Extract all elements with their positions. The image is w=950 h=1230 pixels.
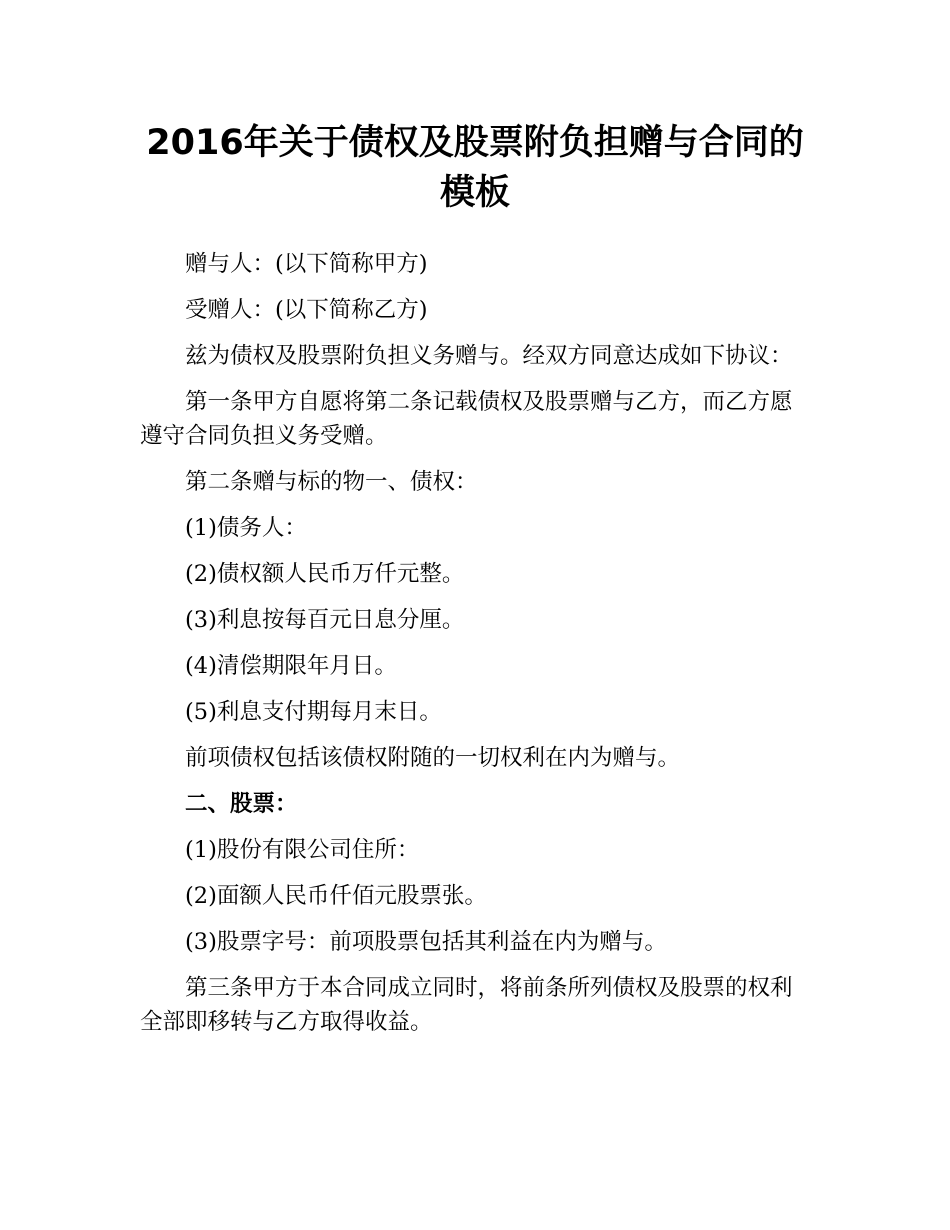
paragraph-debt-note: 前项债权包括该债权附随的一切权利在内为赠与。 [185, 745, 681, 771]
section-heading-stocks: 二、股票： [185, 791, 298, 817]
paragraph-debt-item-1: (1)债务人： [185, 515, 307, 541]
paragraph-stock-item-3: (3)股票字号：前项股票包括其利益在内为赠与。 [185, 929, 667, 955]
paragraph-donor: 赠与人：(以下简称甲方) [185, 251, 428, 277]
paragraph-stock-item-1: (1)股份有限公司住所： [185, 837, 420, 863]
document-title: 2016年关于债权及股票附负担赠与合同的模板 [146, 123, 804, 213]
paragraph-debt-item-3: (3)利息按每百元日息分厘。 [185, 607, 465, 633]
paragraph-stock-item-2: (2)面额人民币仟佰元股票张。 [185, 883, 487, 909]
paragraph-article-3: 第三条甲方于本合同成立同时，将前条所列债权及股票的权利全部即移转与乙方取得收益。 [140, 975, 793, 1035]
document-body [140, 247, 810, 1051]
paragraph-article-1: 第一条甲方自愿将第二条记载债权及股票赠与乙方，而乙方愿遵守合同负担义务受赠。 [140, 389, 793, 449]
paragraph-donee: 受赠人：(以下简称乙方) [185, 297, 428, 323]
paragraph-debt-item-2: (2)债权额人民币万仟元整。 [185, 561, 465, 587]
paragraph-debt-item-4: (4)清偿期限年月日。 [185, 653, 397, 679]
paragraph-article-2: 第二条赠与标的物一、债权： [185, 469, 478, 495]
paragraph-debt-item-5: (5)利息支付期每月末日。 [185, 699, 442, 725]
paragraph-preamble: 兹为债权及股票附负担义务赠与。经双方同意达成如下协议： [185, 343, 793, 369]
